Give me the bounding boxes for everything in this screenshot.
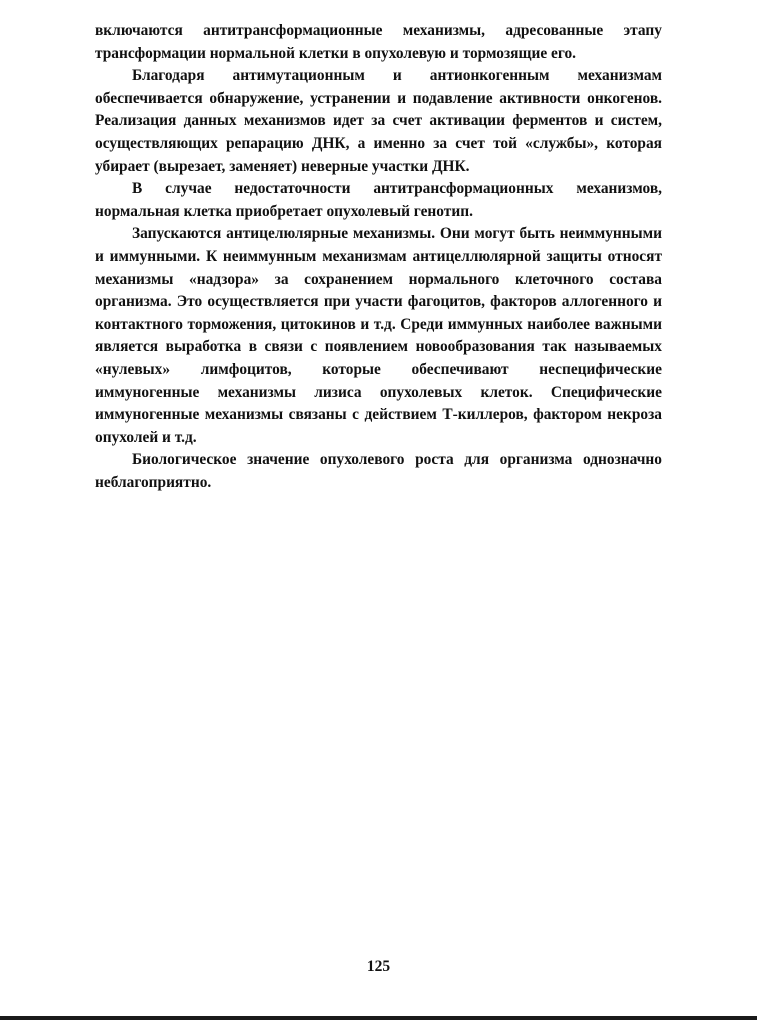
paragraph-1: включаются антитрансформационные механизмы, адресованные этапу трансформации нормальной клетки в опухолевую и тормозящие его. (95, 22, 662, 62)
paragraph-5: Биологическое значение опухолевого роста для организма однозначно неблагоприятно. (95, 451, 662, 491)
page-number: 125 (366, 958, 391, 975)
bottom-edge-rule (0, 1016, 757, 1020)
paragraph-3: В случае недостаточности антитрансформационных механизмов, нормальная клетка приобретает опухолевый генотип. (95, 180, 662, 220)
paragraph-4: Запускаются антицелюлярные механизмы. Они могут быть неиммунными и иммунными. К неиммунным механизмам антицеллюлярной защиты относят механизмы «надзора» за сохранением нормального клеточного состава организма. Это осуществляется при участи фагоцитов, факторов аллогенного и контактного торможения, цитокинов и т.д. Среди иммунных наиболее важными является выработка в связи с появлением новообразования так называемых «нулевых» лимфоцитов, которые обеспечивают неспецифические иммуногенные механизмы лизиса опухолевых клеток. Специфические иммуногенные механизмы связаны с действием Т-киллеров, фактором некроза опухолей и т.д. (95, 225, 662, 446)
page-body (95, 20, 662, 494)
paragraph-2: Благодаря антимутационным и антионкогенным механизмам обеспечивается обнаружение, устранении и подавление активности онкогенов. Реализация данных механизмов идет за счет активации ферментов и систем, осуществляющих репарацию ДНК, а именно за счет той «службы», которая убирает (вырезает, заменяет) неверные участки ДНК. (95, 67, 662, 175)
